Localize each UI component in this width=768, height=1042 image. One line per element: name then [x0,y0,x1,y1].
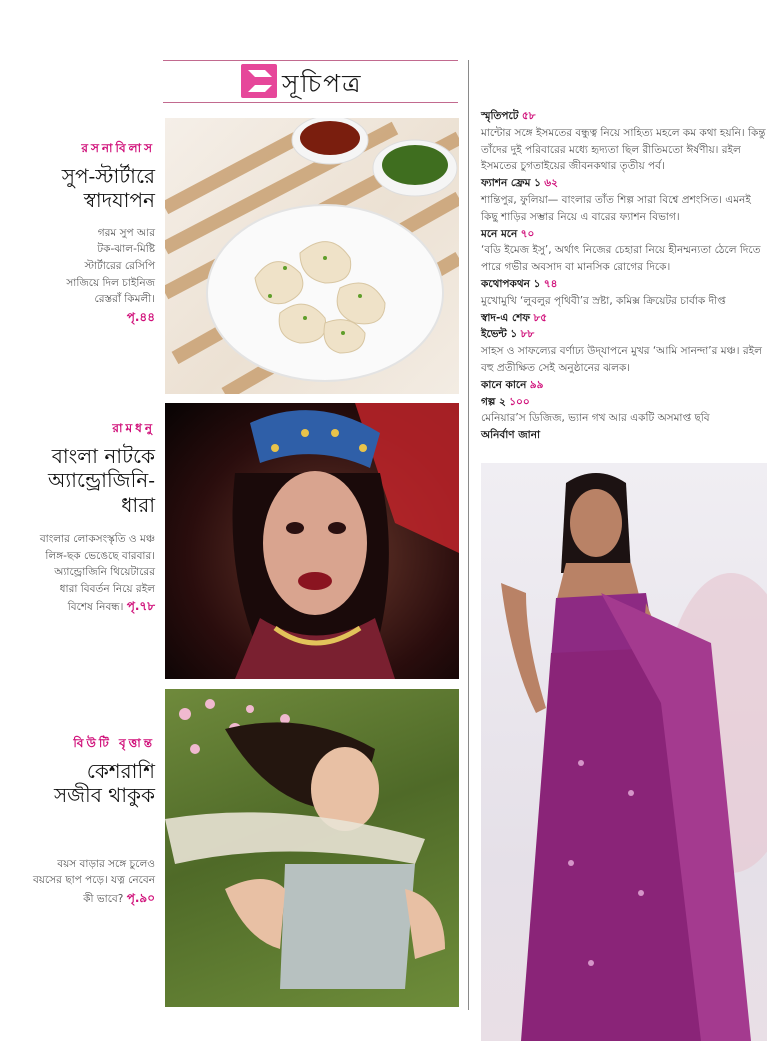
toc-entry[interactable] [481,326,766,376]
dumplings-photo [165,118,459,394]
toc-description: মেনিয়ার’স ডিজিজ, ভ্যান গখ আর একটি অসমাপ্ত ছবি [481,412,710,425]
header-rule-top [163,60,458,61]
beauty-model-photo [165,689,459,1007]
toc-entry[interactable] [481,310,766,327]
toc-description: সাহস ও সাফল্যের বর্ণাঢ্য উদ্‌যাপনে মুখর ‘আমি সানন্দা’র মঞ্চ। রইল বহু প্রতীক্ষিত সেই অনুষ্ঠানের ঝলক। [481,345,762,374]
feature-blurb-line: অ্যান্ড্রোজিনি থিয়েটারের [54,566,155,579]
toc-section: কথোপকথন ১ [481,277,541,290]
toc-page-number: ৫৮ [521,110,536,122]
toc-entry[interactable] [481,175,766,225]
feature-blurb-line: কী ভাবে? [83,892,124,905]
toc-section: গল্প ২ [481,395,506,408]
page-number[interactable]: পৃ.৭৮ [126,599,155,614]
feature-blurb-line: স্টার্টারের রেসিপি [84,259,155,272]
feature-blurb-line: বয়সের ছাপ পড়ে। যত্ন নেবেন [32,874,155,887]
toc-entry[interactable] [481,377,766,394]
feature-drama [10,420,155,616]
toc-section: ফ্যাশন ফ্রেম ১ [481,177,541,190]
page-number[interactable]: পৃ.৯০ [126,890,155,905]
theatre-performer-photo [165,403,459,679]
table-of-contents [481,108,766,444]
feature-beauty [20,735,155,908]
toc-page-number: ৭০ [520,227,535,240]
toc-entry[interactable] [481,226,766,276]
toc-section: স্বাদ-এ শেফ [481,311,531,324]
toc-section: মনে মনে [481,227,518,240]
feature-headline-line: সজীব থাকুক [53,783,155,808]
toc-section: ইভেন্ট ১ [481,328,518,341]
toc-page-number: ৭৪ [543,277,558,290]
toc-page-number: ১০০ [509,395,530,408]
page-number[interactable]: পৃ.৪৪ [126,309,155,324]
feature-blurb-line: বাংলার লোকসংস্কৃতি ও মঞ্চ [39,533,155,546]
toc-description: ‘বডি ইমেজ ইসু’, অর্থাৎ নিজের চেহারা নিয়ে হীনম্মন্যতা ঠেলে দিতে পারে গভীর অবসাদ বা মানসিক রোগের দিকে। [481,244,761,274]
toc-entry[interactable] [481,394,766,428]
feature-tag: বিউটি বৃত্তান্ত [73,736,155,750]
toc-page-number: ৬২ [544,177,558,190]
feature-blurb-line: গরম সুপ আর [97,226,155,239]
feature-headline-line: বাংলা নাটকে [51,444,155,468]
feature-blurb-line: রেস্তরাঁ কিমলী। [94,293,155,306]
feature-tag: রসনাবিলাস [81,141,155,155]
feature-headline-line: কেশরাশি [86,759,155,783]
toc-page-number: ৯৯ [529,378,544,391]
feature-headline-line: স্বাদযাপন [83,188,155,213]
feature-soup [20,140,155,327]
toc-entry[interactable] [481,276,766,310]
toc-author: অনির্বাণ জানা [481,429,541,442]
saree-model-photo [481,463,767,1041]
toc-description: মুখোমুখি ‘লুবলুর পৃথিবী’র স্রষ্টা, কমিক্স ক্রিয়েটর চার্বাক দীপ্ত [481,294,726,307]
feature-tag: রামধনু [112,421,155,435]
feature-blurb-line: ধারা বিবর্তন নিয়ে রইল [59,582,155,595]
column-divider [468,60,469,1010]
feature-headline-line: ধারা [121,492,155,517]
toc-description: শান্তিপুর, ফুলিয়া— বাংলার তাঁত শিল্প সারা বিশ্বে প্রশংসিত। এমনই কিছু শাড়ির সম্ভার নিয়ে এ বারের ফ্যাশন বিভাগ। [481,193,751,223]
toc-description: মান্টোর সঙ্গে ইসমতের বন্ধুত্ব নিয়ে সাহিত্য মহলে কম কথা হয়নি। কিন্তু তাঁদের দুই পরিবারের মধ্যে হৃদ্যতা ছিল রীতিমতো ঈর্ষণীয়। রইল ইসমতের চুগতাইয়ের জীবনকথার তৃতীয় পর্ব। [481,126,766,173]
toc-entry[interactable] [481,108,766,175]
feature-blurb-line: লিঙ্গ-ছক ভেঙেছে বারবার। [45,549,155,562]
toc-section: স্মৃতিপটে [481,110,519,122]
feature-blurb-line: সাজিয়ে দিল চাইনিজ [66,276,155,289]
feature-headline-line: অ্যান্ড্রোজিনি- [48,468,155,493]
page-title: সূচিপত্র [282,69,363,98]
feature-blurb-line: বিশেষ নিবন্ধ। [67,601,124,614]
feature-blurb-line: বয়স বাড়ার সঙ্গে চুলেও [57,857,155,870]
feature-blurb-line: টক-ঝাল-মিষ্টি [97,243,155,256]
logo-icon [241,64,277,98]
toc-page-number: ৮৮ [520,328,535,341]
feature-headline-line: সুপ-স্টার্টারে [61,164,155,188]
toc-section: কানে কানে [481,378,527,391]
toc-page-number: ৮৫ [533,311,548,324]
